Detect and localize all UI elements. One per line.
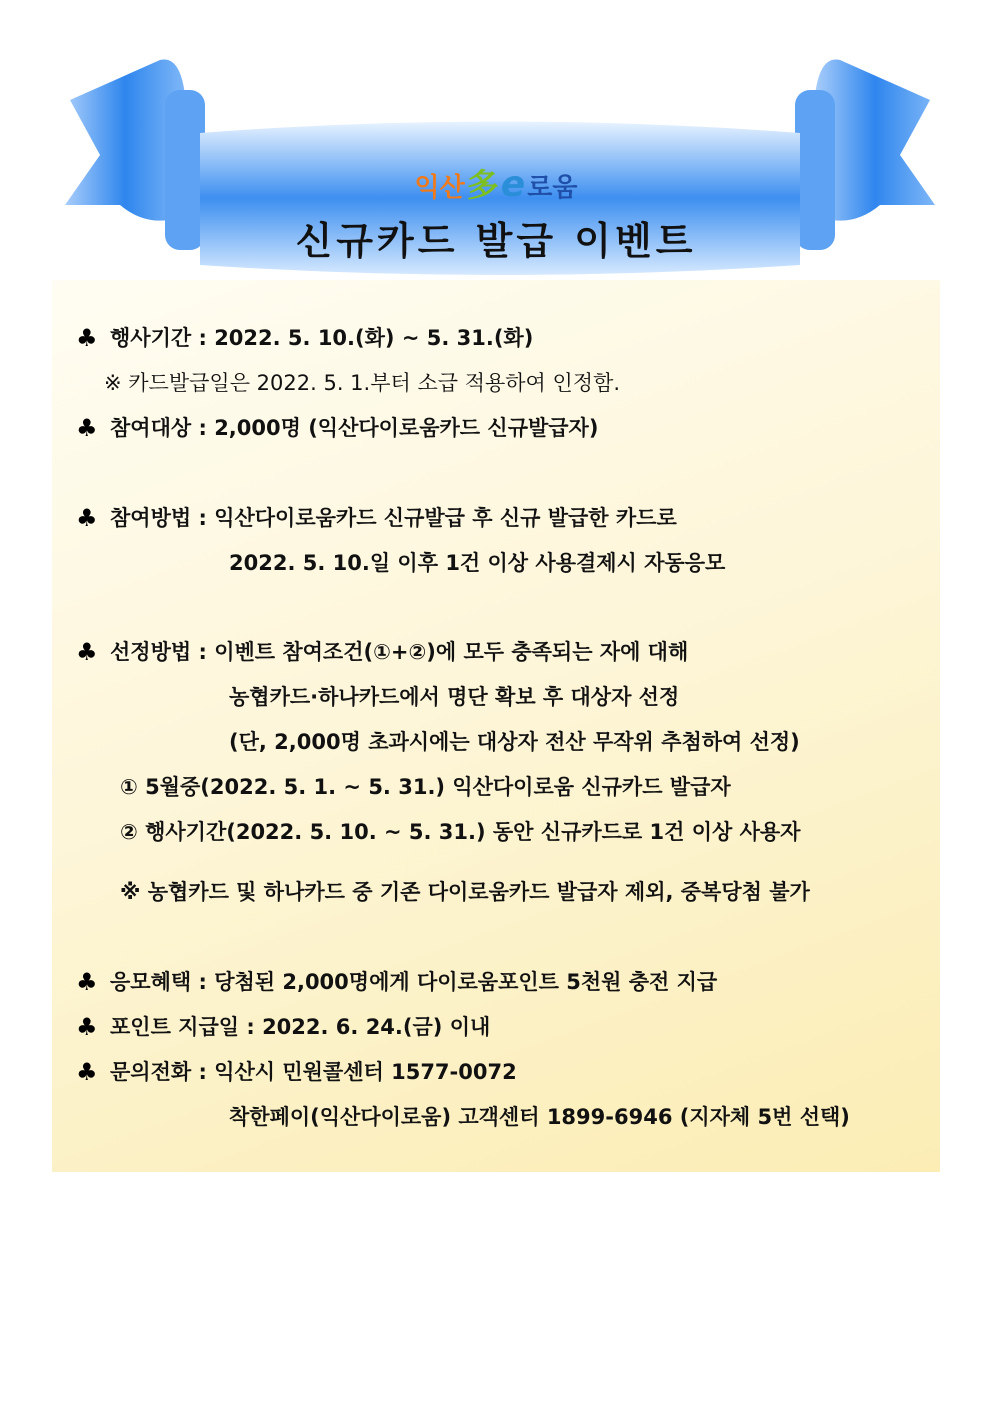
item-benefit: 응모혜택 : 당첨된 2,000명에게 다이로움포인트 5천원 충전 지급 <box>110 970 718 994</box>
continuation: (단, 2,000명 초과시에는 대상자 전산 무작위 추첨하여 선정) <box>229 730 800 754</box>
logo-text: 多 <box>466 166 499 204</box>
item-method: 참여방법 : 익산다이로움카드 신규발급 후 신규 발급한 카드로 <box>110 506 677 530</box>
value: 익산다이로움카드 신규발급 후 신규 발급한 카드로 <box>214 506 677 530</box>
label: 참여방법 <box>110 506 192 530</box>
condition-1: ① 5월중(2022. 5. 1. ~ 5. 31.) 익산다이로움 신규카드 발급자 <box>120 775 731 799</box>
item-selection: 선정방법 : 이벤트 참여조건(①+②)에 모두 충족되는 자에 대해 <box>110 640 689 664</box>
value: 당첨된 2,000명에게 다이로움포인트 5천원 충전 지급 <box>214 970 718 994</box>
club-icon: ♣ <box>76 414 98 442</box>
note: ※ 카드발급일은 2022. 5. 1.부터 소급 적용하여 인정함. <box>104 371 621 395</box>
continuation: 착한페이(익산다이로움) 고객센터 1899-6946 (지자체 5번 선택) <box>229 1105 850 1129</box>
logo-text: 로움 <box>527 173 578 203</box>
label: 참여대상 <box>110 416 192 440</box>
continuation: 농협카드·하나카드에서 명단 확보 후 대상자 선정 <box>229 685 680 709</box>
item-target: 참여대상 : 2,000명 (익산다이로움카드 신규발급자) <box>110 416 599 440</box>
club-icon: ♣ <box>76 1058 98 1086</box>
logo-text: 익산 <box>414 173 465 203</box>
label: 포인트 지급일 <box>110 1015 240 1039</box>
label: 행사기간 <box>110 326 192 350</box>
continuation: 2022. 5. 10.일 이후 1건 이상 사용결제시 자동응모 <box>229 551 726 575</box>
value: 2022. 6. 24.(금) 이내 <box>262 1015 491 1039</box>
label: 선정방법 <box>110 640 192 664</box>
value: 익산시 민원콜센터 1577-0072 <box>214 1060 517 1084</box>
value: 이벤트 참여조건(①+②)에 모두 충족되는 자에 대해 <box>214 640 689 664</box>
diroum-logo <box>0 160 992 206</box>
club-icon: ♣ <box>76 324 98 352</box>
club-icon: ♣ <box>76 504 98 532</box>
logo-text: e <box>500 164 526 205</box>
page-title: 신규카드 발급 이벤트 <box>295 219 697 263</box>
item-period: 행사기간 : 2022. 5. 10.(화) ~ 5. 31.(화) <box>110 326 534 350</box>
club-icon: ♣ <box>76 968 98 996</box>
value: 2022. 5. 10.(화) ~ 5. 31.(화) <box>214 326 534 350</box>
value: 2,000명 (익산다이로움카드 신규발급자) <box>214 416 599 440</box>
club-icon: ♣ <box>76 638 98 666</box>
label: 문의전화 <box>110 1060 192 1084</box>
item-contact: 문의전화 : 익산시 민원콜센터 1577-0072 <box>110 1060 517 1084</box>
label: 응모혜택 <box>110 970 192 994</box>
exclusion-note: ※ 농협카드 및 하나카드 중 기존 다이로움카드 발급자 제외, 중복당첨 불가 <box>120 880 810 904</box>
item-payment-date: 포인트 지급일 : 2022. 6. 24.(금) 이내 <box>110 1015 491 1039</box>
club-icon: ♣ <box>76 1013 98 1041</box>
condition-2: ② 행사기간(2022. 5. 10. ~ 5. 31.) 동안 신규카드로 1건 이상 사용자 <box>120 820 801 844</box>
